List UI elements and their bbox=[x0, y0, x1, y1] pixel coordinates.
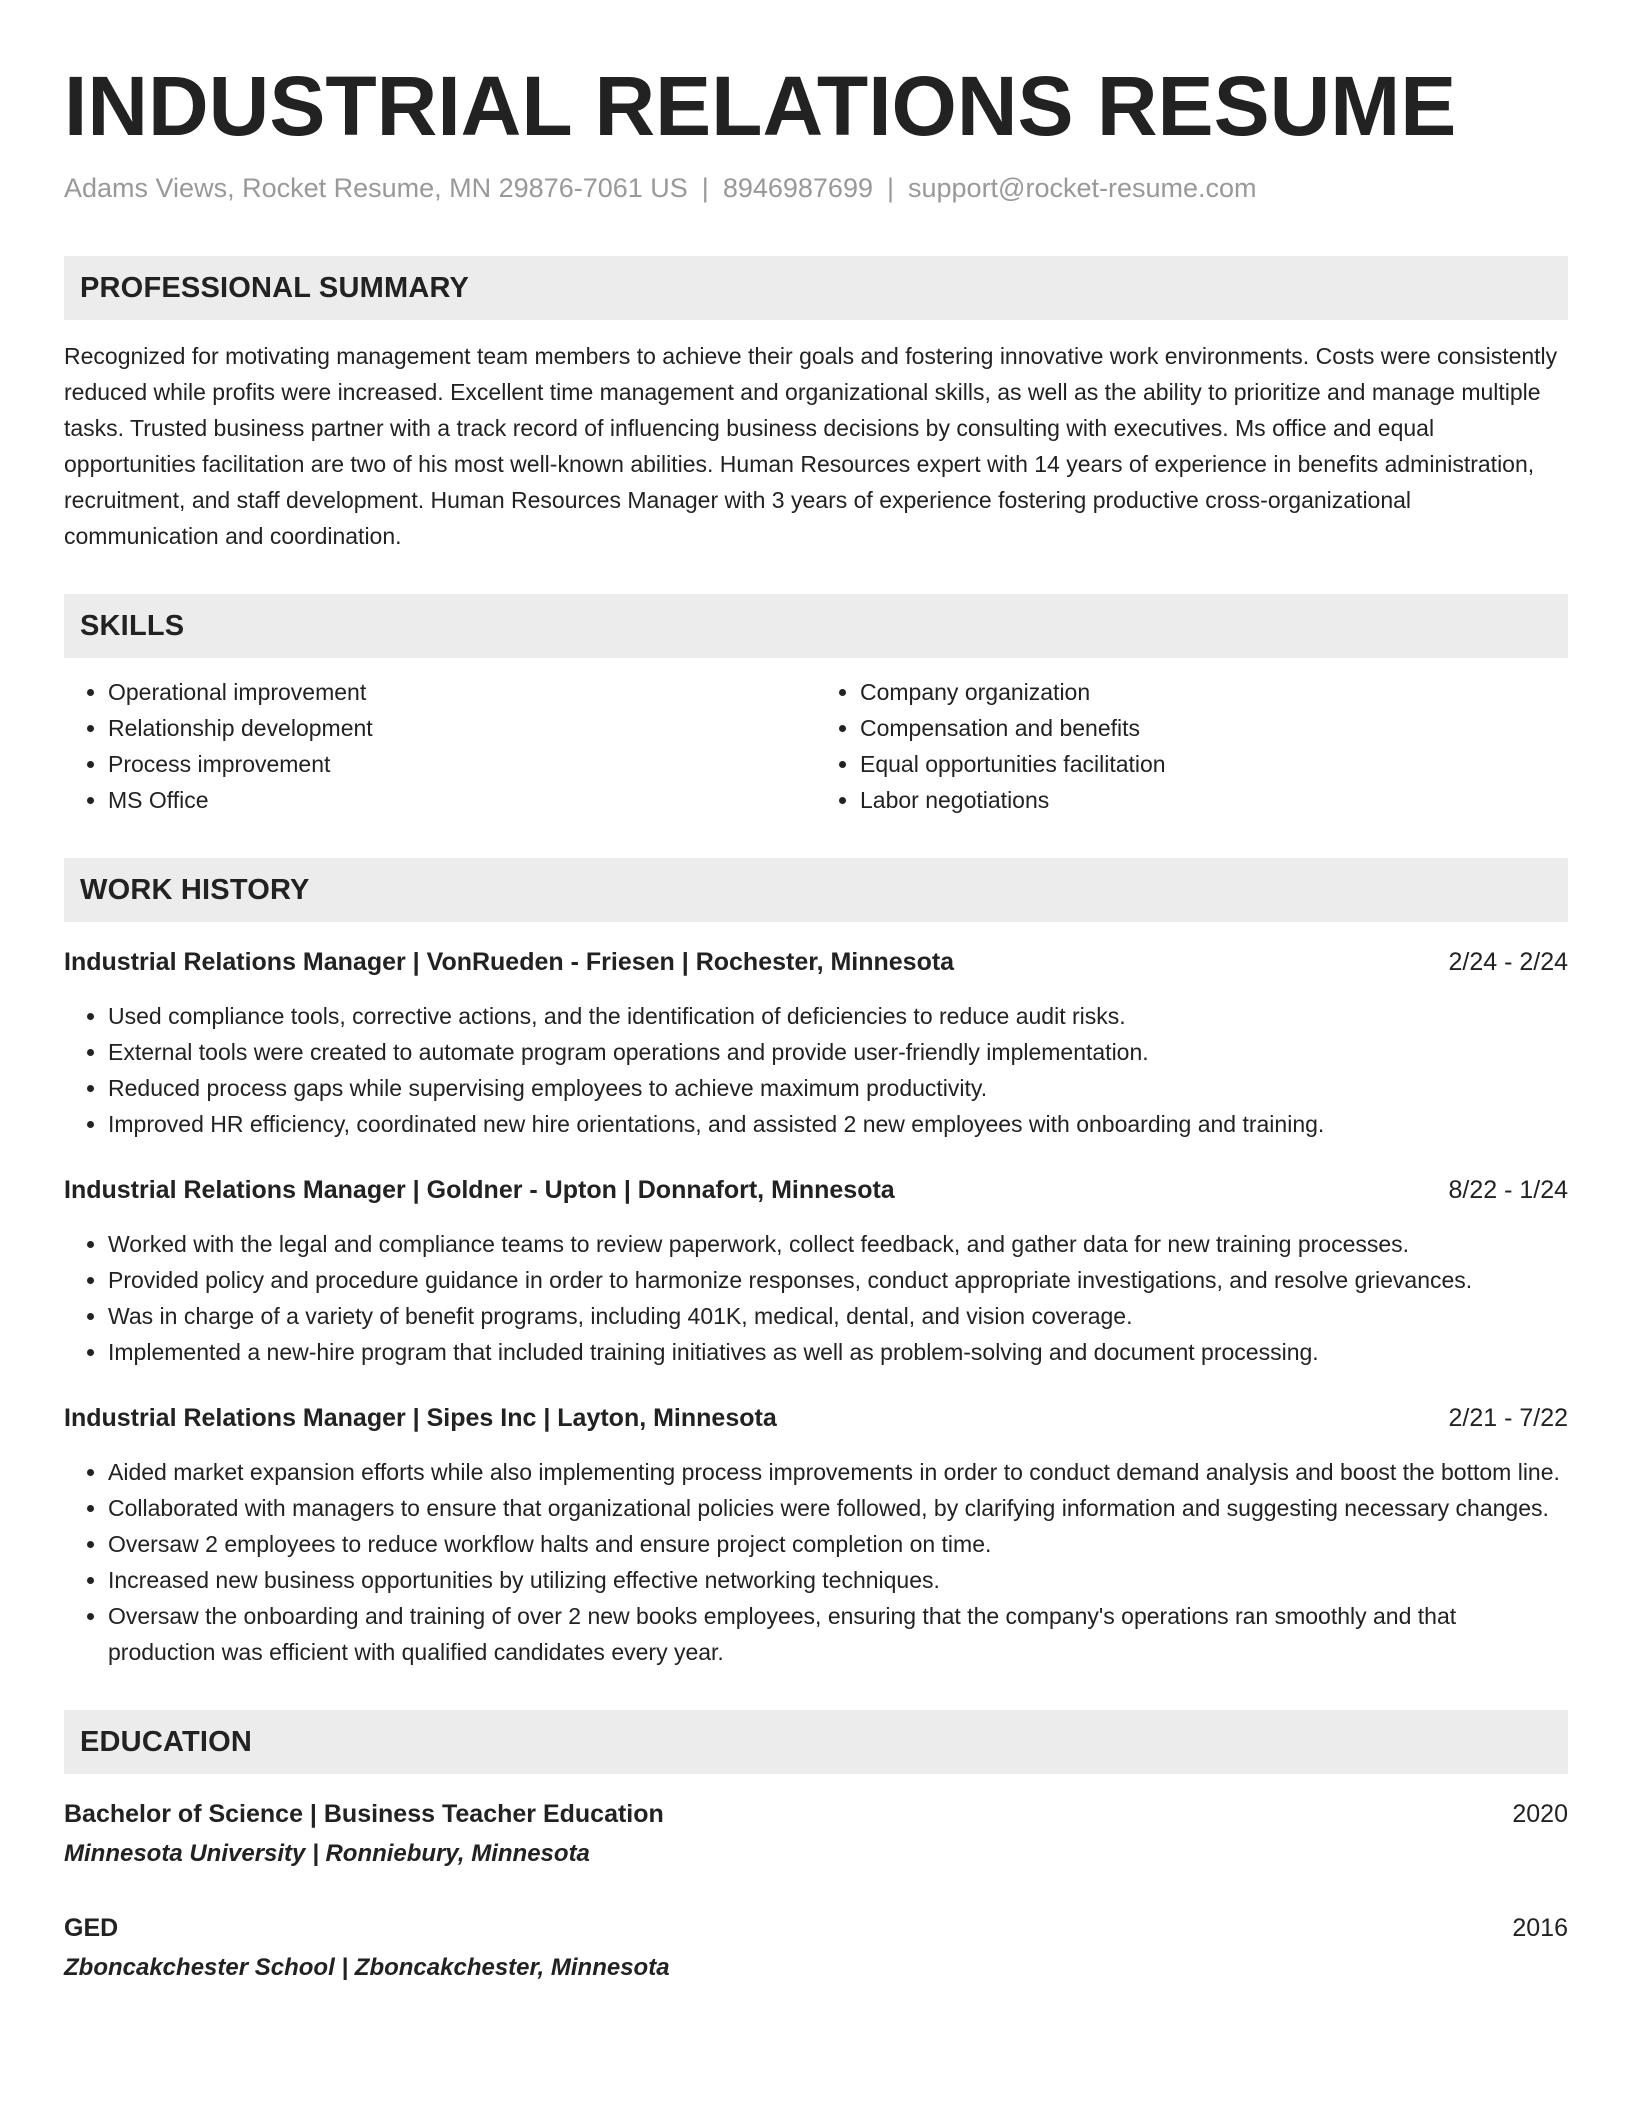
skill-item: • Relationship development bbox=[108, 710, 816, 746]
education-header bbox=[64, 1910, 1568, 1946]
job-title: Industrial Relations Manager | Sipes Inc | Layton, Minnesota bbox=[64, 1404, 777, 1432]
graduation-year: 2016 bbox=[1512, 1914, 1568, 1942]
skills-column-right bbox=[816, 674, 1568, 818]
job-bullet: • Collaborated with managers to ensure that organizational policies were followed, by clarifying information and suggesting necessary changes. bbox=[108, 1490, 1568, 1526]
section-header-summary: PROFESSIONAL SUMMARY bbox=[64, 256, 1568, 320]
job-bullet: • External tools were created to automate program operations and provide user-friendly implementation. bbox=[108, 1034, 1568, 1070]
job-bullets bbox=[64, 1454, 1568, 1670]
contact-separator: | bbox=[886, 173, 894, 203]
job-dates: 8/22 - 1/24 bbox=[1448, 1176, 1568, 1204]
job-bullet: • Implemented a new-hire program that included training initiatives as well as problem-solving and document processing. bbox=[108, 1334, 1568, 1370]
section-header-education: EDUCATION bbox=[64, 1710, 1568, 1774]
skills-column-left bbox=[64, 674, 816, 818]
skill-item: • Labor negotiations bbox=[860, 782, 1568, 818]
job-bullet: • Oversaw 2 employees to reduce workflow halts and ensure project completion on time. bbox=[108, 1526, 1568, 1562]
job-header bbox=[64, 1172, 1568, 1208]
contact-separator: | bbox=[701, 173, 709, 203]
job-bullet: • Oversaw the onboarding and training of over 2 new books employees, ensuring that the company's operations ran smoothly and that production was efficient with qualified candidates every year. bbox=[108, 1598, 1568, 1670]
job-bullet: • Was in charge of a variety of benefit programs, including 401K, medical, dental, and vision coverage. bbox=[108, 1298, 1568, 1334]
job-dates: 2/24 - 2/24 bbox=[1448, 948, 1568, 976]
contact-line bbox=[64, 170, 1568, 206]
job-bullets bbox=[64, 998, 1568, 1142]
job-bullets bbox=[64, 1226, 1568, 1370]
graduation-year: 2020 bbox=[1512, 1800, 1568, 1828]
resume-title: INDUSTRIAL RELATIONS RESUME bbox=[64, 59, 1457, 153]
degree: GED bbox=[64, 1914, 119, 1942]
job-bullet: • Provided policy and procedure guidance in order to harmonize responses, conduct appropriate investigations, and resolve grievances. bbox=[108, 1262, 1568, 1298]
degree: Bachelor of Science | Business Teacher Education bbox=[64, 1800, 664, 1828]
school: Zboncakchester School | Zboncakchester, Minnesota bbox=[64, 1954, 670, 1981]
skill-item: • Equal opportunities facilitation bbox=[860, 746, 1568, 782]
job-entry bbox=[64, 944, 1568, 1142]
skill-item: • Compensation and benefits bbox=[860, 710, 1568, 746]
address: Adams Views, Rocket Resume, MN 29876-7061 US bbox=[64, 173, 688, 203]
job-dates: 2/21 - 7/22 bbox=[1448, 1404, 1568, 1432]
education-header bbox=[64, 1796, 1568, 1832]
job-entry bbox=[64, 1400, 1568, 1670]
education-entry bbox=[64, 1910, 1568, 1986]
job-bullet: • Used compliance tools, corrective actions, and the identification of deficiencies to reduce audit risks. bbox=[108, 998, 1568, 1034]
job-bullet: • Reduced process gaps while supervising employees to achieve maximum productivity. bbox=[108, 1070, 1568, 1106]
phone: 8946987699 bbox=[722, 173, 873, 203]
job-title: Industrial Relations Manager | Goldner - Upton | Donnafort, Minnesota bbox=[64, 1176, 895, 1204]
skill-item: • Company organization bbox=[860, 674, 1568, 710]
job-header bbox=[64, 944, 1568, 980]
email: support@rocket-resume.com bbox=[908, 173, 1257, 203]
job-entry bbox=[64, 1172, 1568, 1370]
job-bullet: • Aided market expansion efforts while also implementing process improvements in order to conduct demand analysis and boost the bottom line. bbox=[108, 1454, 1568, 1490]
summary-text: Recognized for motivating management team members to achieve their goals and fostering innovative work environments. Costs were consistently reduced while profits were increased. Excellent time management and organizational skills, as well as the ability to prioritize and manage multiple tasks. Trusted business partner with a track record of influencing business decisions by consulting with executives. Ms office and equal opportunities facilitation are two of his most well-known abilities. Human Resources expert with 14 years of experience in benefits administration, recruitment, and staff development. Human Resources Manager with 3 years of experience fostering productive cross-organizational communication and coordination. bbox=[64, 343, 1558, 549]
section-header-skills: SKILLS bbox=[64, 594, 1568, 658]
skills-list bbox=[64, 674, 1568, 818]
education-entry bbox=[64, 1796, 1568, 1872]
school: Minnesota University | Ronniebury, Minnesota bbox=[64, 1840, 590, 1867]
job-bullet: • Improved HR efficiency, coordinated new hire orientations, and assisted 2 new employees with onboarding and training. bbox=[108, 1106, 1568, 1142]
skill-item: • MS Office bbox=[108, 782, 816, 818]
section-header-work: WORK HISTORY bbox=[64, 858, 1568, 922]
job-bullet: • Worked with the legal and compliance teams to review paperwork, collect feedback, and gather data for new training processes. bbox=[108, 1226, 1568, 1262]
job-bullet: • Increased new business opportunities by utilizing effective networking techniques. bbox=[108, 1562, 1568, 1598]
job-header bbox=[64, 1400, 1568, 1436]
skill-item: • Process improvement bbox=[108, 746, 816, 782]
skill-item: • Operational improvement bbox=[108, 674, 816, 710]
job-title: Industrial Relations Manager | VonRueden - Friesen | Rochester, Minnesota bbox=[64, 948, 955, 976]
